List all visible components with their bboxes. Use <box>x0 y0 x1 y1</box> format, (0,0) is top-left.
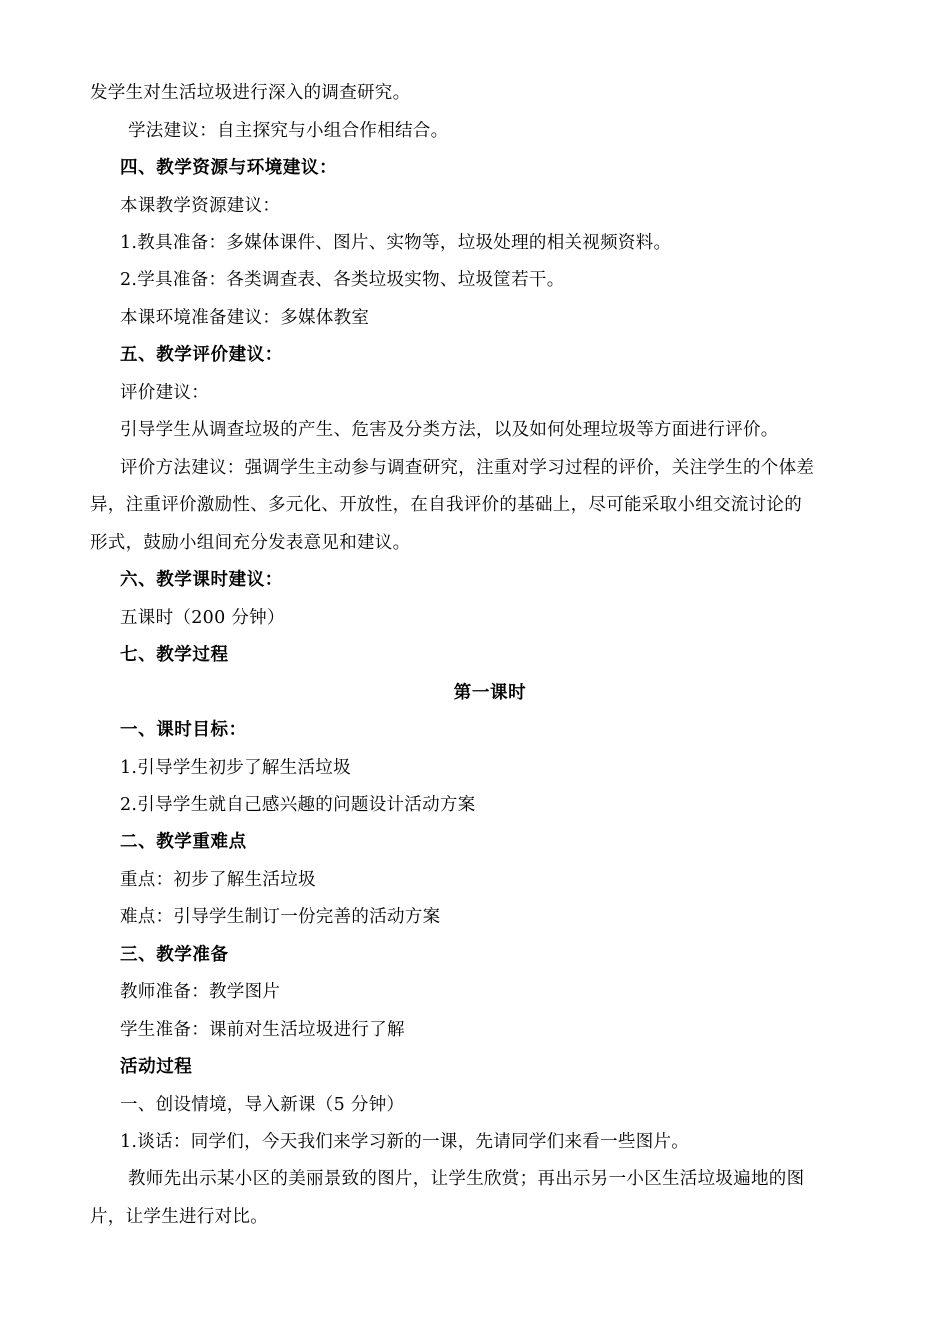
section-heading: 四、教学资源与环境建议： <box>120 158 338 178</box>
text-line: 一、创设情境，导入新课（5 分钟） <box>120 1095 405 1115</box>
text-line: 五课时（200 分钟） <box>120 608 285 628</box>
section-heading: 三、教学准备 <box>120 945 229 965</box>
text-line: 评价建议： <box>120 383 209 403</box>
section-heading: 六、教学课时建议： <box>120 570 283 590</box>
lesson-title: 第一课时 <box>453 683 527 703</box>
text-line: 1.谈话：同学们，今天我们来学习新的一课，先请同学们来看一些图片。 <box>120 1132 690 1152</box>
section-heading: 一、课时目标： <box>120 720 247 740</box>
text-line: 教师先出示某小区的美丽景致的图片，让学生欣赏；再出示另一小区生活垃圾遍地的图 <box>128 1169 805 1189</box>
text-line: 学生准备：课前对生活垃圾进行了解 <box>120 1020 405 1040</box>
text-line: 2.引导学生就自己感兴趣的问题设计活动方案 <box>120 795 476 815</box>
text-line: 形式，鼓励小组间充分发表意见和建议。 <box>90 533 411 553</box>
text-line: 1.引导学生初步了解生活垃圾 <box>120 758 351 778</box>
text-line: 1.教具准备：多媒体课件、图片、实物等，垃圾处理的相关视频资料。 <box>120 233 672 253</box>
text-line: 评价方法建议：强调学生主动参与调查研究，注重对学习过程的评价，关注学生的个体差 <box>120 458 815 478</box>
text-line: 引导学生从调查垃圾的产生、危害及分类方法，以及如何处理垃圾等方面进行评价。 <box>120 420 779 440</box>
text-line: 重点：初步了解生活垃圾 <box>120 870 316 890</box>
text-line: 本课教学资源建议： <box>120 196 281 216</box>
section-heading: 二、教学重难点 <box>120 832 247 852</box>
text-line: 片，让学生进行对比。 <box>90 1207 268 1227</box>
text-line: 难点：引导学生制订一份完善的活动方案 <box>120 907 441 927</box>
text-line: 本课环境准备建议：多媒体教室 <box>120 308 370 328</box>
text-line: 2.学具准备：各类调查表、各类垃圾实物、垃圾筐若干。 <box>120 270 565 290</box>
section-heading: 活动过程 <box>120 1057 193 1077</box>
section-heading: 五、教学评价建议： <box>120 345 283 365</box>
text-line: 异，注重评价激励性、多元化、开放性，在自我评价的基础上，尽可能采取小组交流讨论的 <box>90 495 802 515</box>
text-line: 学法建议：自主探究与小组合作相结合。 <box>128 121 449 141</box>
text-line: 教师准备：教学图片 <box>120 982 281 1002</box>
section-heading: 七、教学过程 <box>120 645 229 665</box>
text-line: 发学生对生活垃圾进行深入的调查研究。 <box>90 83 411 103</box>
